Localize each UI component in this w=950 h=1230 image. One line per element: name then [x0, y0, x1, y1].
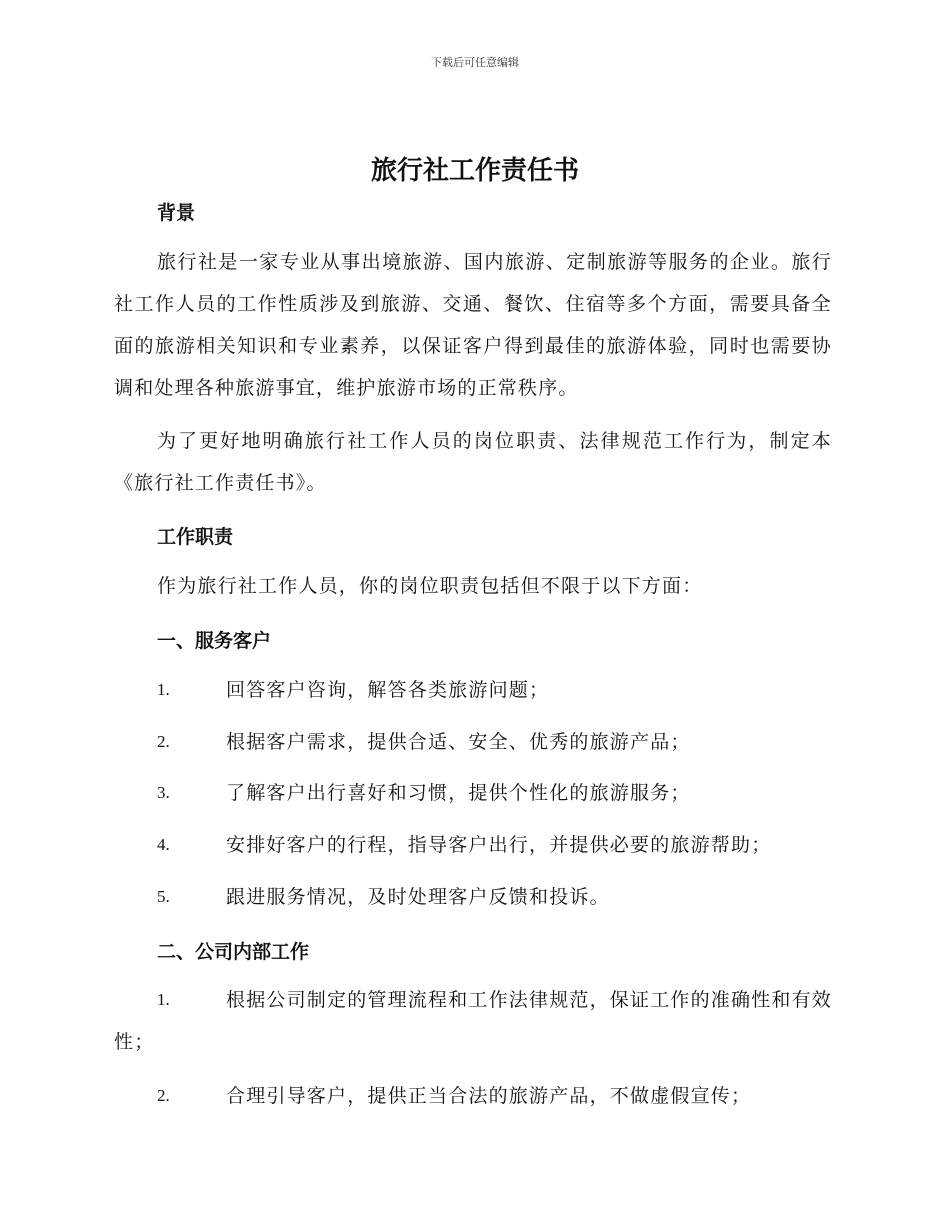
list-item-number: 2.: [157, 1086, 170, 1105]
list-item-text: 回答客户咨询，解答各类旅游问题；: [226, 679, 550, 701]
list-item: [114, 1075, 832, 1117]
list-item-number: 4.: [157, 835, 170, 854]
list-item-text: 了解客户出行喜好和习惯，提供个性化的旅游服务；: [226, 782, 691, 804]
list-item-text: 根据公司制定的管理流程和工作法律规范，保证工作的准确性和有效性；: [114, 989, 833, 1053]
list-item-number: 1.: [157, 680, 170, 699]
list-item: [114, 824, 832, 866]
list-item-number: 5.: [157, 887, 170, 906]
list-item: [114, 772, 832, 814]
list-item: [114, 669, 832, 711]
background-paragraph-2: 为了更好地明确旅行社工作人员的岗位职责、法律规范工作行为，制定本《旅行社工作责任书》。: [114, 430, 832, 494]
background-paragraph-1: 旅行社是一家专业从事出境旅游、国内旅游、定制旅游等服务的企业。旅行社工作人员的工作性质涉及到旅游、交通、餐饮、住宿等多个方面，需要具备全面的旅游相关知识和专业素养，以保证客户得到最佳的旅游体验，同时也需要协调和处理各种旅游事宜，维护旅游市场的正常秩序。: [114, 251, 832, 399]
list-item: [114, 979, 832, 1063]
list-item-text: 根据客户需求，提供合适、安全、优秀的旅游产品；: [226, 731, 691, 753]
list-item: [114, 721, 832, 763]
list-item: [114, 876, 832, 918]
section-heading-service: 一、服务客户: [157, 630, 272, 652]
section-heading-background: 背景: [157, 202, 196, 224]
list-item-number: 1.: [157, 990, 170, 1009]
list-item-text: 跟进服务情况，及时处理客户反馈和投诉。: [226, 886, 610, 908]
list-item-text: 合理引导客户，提供正当合法的旅游产品，不做虚假宣传；: [226, 1085, 752, 1107]
document-title: 旅行社工作责任书: [370, 156, 579, 186]
list-item-text: 安排好客户的行程，指导客户出行，并提供必要的旅游帮助；: [226, 834, 772, 856]
list-item-number: 2.: [157, 732, 170, 751]
header-note: 下载后可任意编辑: [431, 56, 519, 69]
list-item-number: 3.: [157, 783, 170, 802]
section-heading-internal: 二、公司内部工作: [157, 941, 310, 963]
duties-intro: 作为旅行社工作人员，你的岗位职责包括但不限于以下方面：: [157, 575, 703, 597]
section-heading-duties: 工作职责: [157, 526, 234, 548]
